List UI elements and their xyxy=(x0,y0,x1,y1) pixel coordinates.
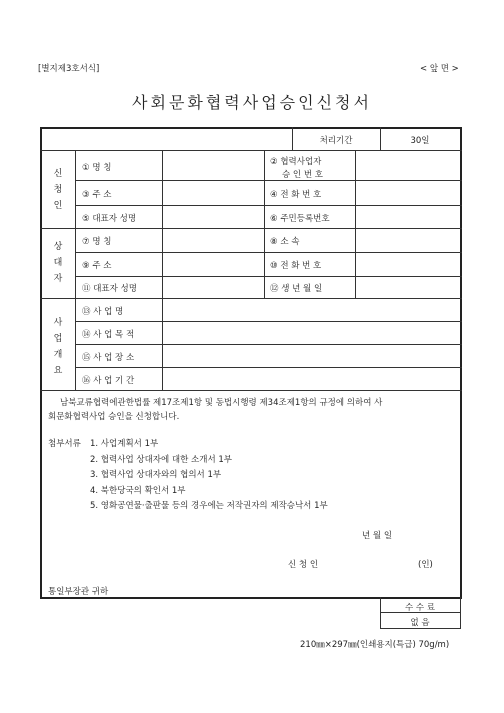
seal-mark: (인) xyxy=(418,560,433,570)
attachment-item: 2. 협력사업 상대자에 대한 소개서 1부 xyxy=(90,455,232,465)
overview-section-label: 사 업 개 요 xyxy=(53,318,63,376)
statement-line-2: 회문화협력사업 승인을 신청합니다. xyxy=(48,412,180,422)
approval-no-label-2: 승 인 번 호 xyxy=(282,170,323,180)
partner-rep-label: ⑪ 대표자 성명 xyxy=(82,284,137,294)
fee-value: 없 음 xyxy=(410,618,430,628)
applicant-name-field[interactable] xyxy=(164,152,262,178)
applicant-sign-label: 신 청 인 xyxy=(288,560,319,570)
form-title: 사회문화협력사업승인신청서 xyxy=(132,93,372,112)
processing-period-value: 30일 xyxy=(410,136,430,146)
attachment-item: 4. 북한당국의 확인서 1부 xyxy=(90,486,186,496)
statement-line-1: 남북교류협력에관한법률 제17조제1항 및 동법시행령 제34조제1항의 규정에 의하여 사 xyxy=(60,398,383,408)
fee-label: 수 수 료 xyxy=(404,603,436,613)
approval-no-field[interactable] xyxy=(357,152,458,178)
project-period-label: ⑯ 사 업 기 간 xyxy=(82,376,135,386)
project-name-label: ⑬ 사 업 명 xyxy=(82,307,124,317)
attachment-item: 1. 사업계획서 1부 xyxy=(90,439,159,449)
applicant-rrn-label: ⑥ 주민등록번호 xyxy=(270,214,330,224)
applicant-phone-label: ④ 전 화 번 호 xyxy=(270,190,322,200)
addressee: 통일부장관 귀하 xyxy=(48,587,109,597)
partner-phone-label: ⑩ 전 화 번 호 xyxy=(270,261,322,271)
attachment-item: 3. 협력사업 상대자와의 협의서 1부 xyxy=(90,470,222,480)
project-purpose-label: ⑭ 사 업 목 적 xyxy=(82,330,135,340)
processing-period-label: 처리기간 xyxy=(319,136,353,146)
paper-spec: 210㎜×297㎜(인쇄용지(특급) 70g/m) xyxy=(300,640,450,650)
date-line: 년 월 일 xyxy=(362,531,393,541)
page-side-label: < 앞 면 > xyxy=(420,64,459,74)
approval-no-label-1: ② 협력사업자 xyxy=(270,157,322,167)
partner-affiliation-label: ⑧ 소 속 xyxy=(270,237,300,247)
form-number: [별지제3호서식] xyxy=(38,64,100,74)
attachments-label: 첨부서류 xyxy=(48,439,81,449)
partner-dob-label: ⑫ 생 년 월 일 xyxy=(270,284,323,294)
attachment-item: 5. 영화공연물·출판물 등의 경우에는 저작권자의 제작승낙서 1부 xyxy=(90,501,328,511)
applicant-name-label: ① 명 칭 xyxy=(82,163,112,173)
applicant-section-label: 신 청 인 xyxy=(53,169,63,211)
partner-address-label: ⑨ 주 소 xyxy=(82,261,112,271)
applicant-rep-label: ⑤ 대표자 성명 xyxy=(82,214,137,224)
partner-name-label: ⑦ 명 칭 xyxy=(82,237,112,247)
applicant-address-label: ③ 주 소 xyxy=(82,190,112,200)
project-place-label: ⑮ 사 업 장 소 xyxy=(82,353,135,363)
partner-section-label: 상 대 자 xyxy=(53,242,63,284)
